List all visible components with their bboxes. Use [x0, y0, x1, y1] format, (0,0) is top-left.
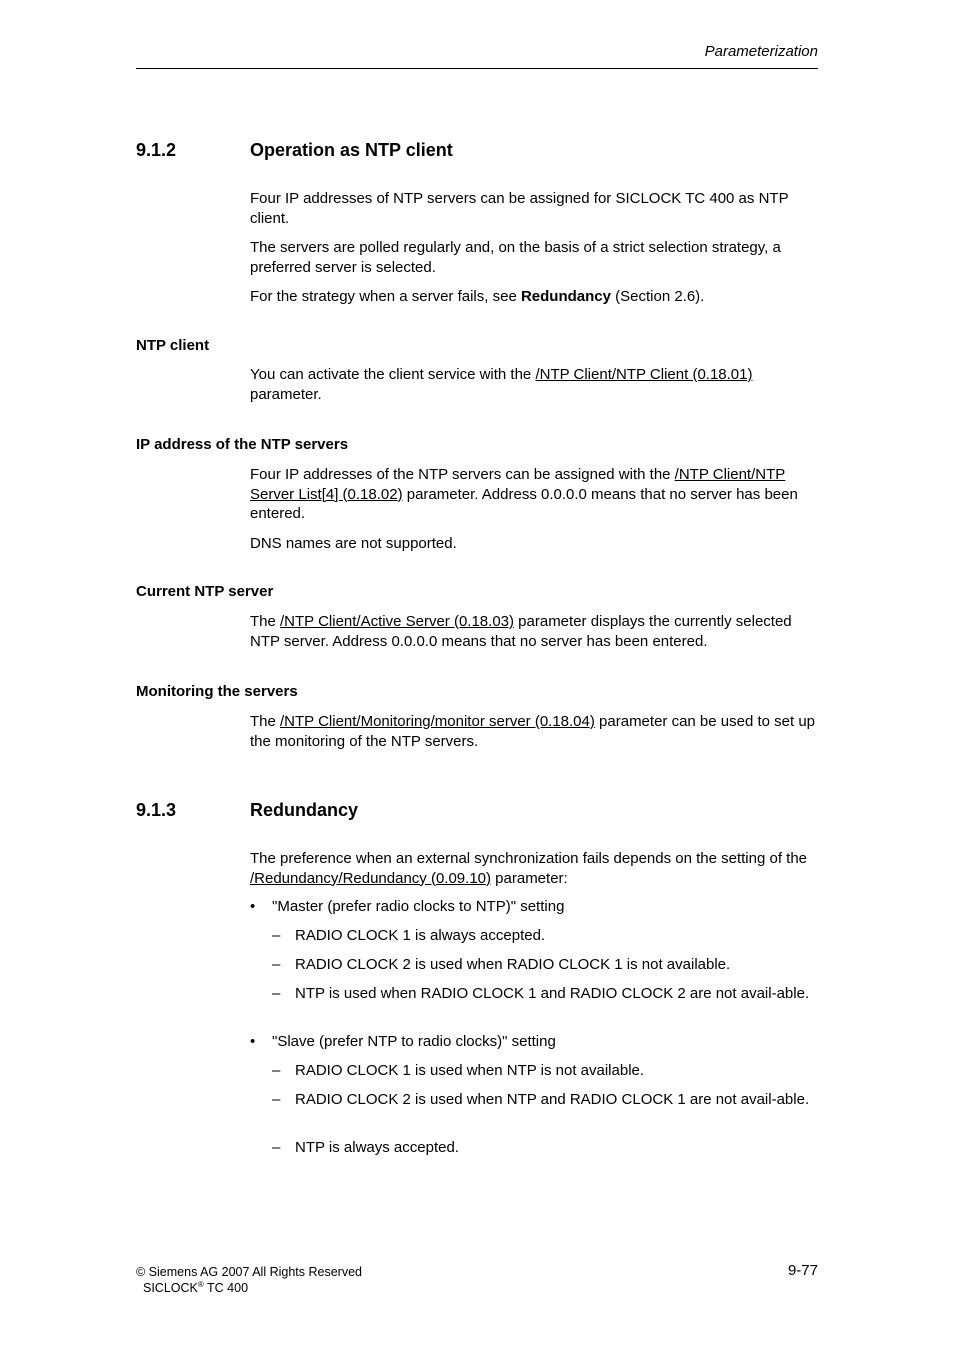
- paragraph: For the strategy when a server fails, see Redundancy (Section 2.6).: [250, 288, 705, 305]
- running-header: Parameterization: [704, 43, 818, 60]
- dash-item-text: RADIO CLOCK 1 is used when NTP is not available.: [295, 1062, 645, 1079]
- dash-item-text: NTP is used when RADIO CLOCK 1 and RADIO CLOCK 2 are not avail-able.: [295, 985, 810, 1002]
- ntp-client-text: [250, 365, 820, 414]
- parameter-link[interactable]: /NTP Client/Monitoring/monitor server (0.18.04): [280, 713, 595, 730]
- dash-item-text: NTP is always accepted.: [295, 1139, 459, 1156]
- subheading-current-server: Current NTP server: [136, 583, 274, 600]
- monitoring-text: [250, 712, 820, 761]
- paragraph: The preference when an external synchronization fails depends on the setting of the /Redundancy/Redundancy (0.09.10) parameter:: [250, 850, 808, 887]
- parameter-link[interactable]: /NTP Client/NTP Server List[4] (0.18.02): [250, 466, 786, 503]
- parameter-link[interactable]: /Redundancy/Redundancy (0.09.10): [250, 869, 491, 887]
- paragraph: The /NTP Client/Active Server (0.18.03) parameter displays the currently selected NTP server. Address 0.0.0.0 means that no server has been entered.: [250, 613, 792, 650]
- redundancy-intro: [250, 849, 820, 898]
- section-intro: [250, 189, 820, 317]
- dash-icon: –: [272, 985, 281, 1002]
- bullet-icon: •: [250, 1033, 256, 1050]
- dash-item-text: RADIO CLOCK 1 is always accepted.: [295, 927, 546, 944]
- subheading-ip-address: IP address of the NTP servers: [136, 436, 349, 453]
- page-number: 9-77: [787, 1262, 818, 1279]
- bullet-label: "Slave (prefer NTP to radio clocks)" setting: [272, 1033, 556, 1050]
- dash-icon: –: [272, 927, 281, 944]
- dash-icon: –: [272, 1139, 281, 1156]
- section-number: 9.1.3: [136, 800, 177, 820]
- product-name: SICLOCK® TC 400: [143, 1279, 249, 1295]
- section-title: Redundancy: [250, 800, 359, 820]
- registered-mark: ®: [197, 1279, 204, 1289]
- paragraph: Four IP addresses of NTP servers can be assigned for SICLOCK TC 400 as NTP client.: [250, 190, 789, 227]
- parameter-link[interactable]: /NTP Client/NTP Client (0.18.01): [535, 366, 753, 383]
- copyright-text: © Siemens AG 2007 All Rights Reserved: [136, 1265, 362, 1279]
- footer-copyright-block: [136, 1264, 362, 1296]
- ip-address-text: [250, 465, 820, 563]
- header-rule: [136, 68, 818, 69]
- paragraph: The servers are polled regularly and, on the basis of a strict selection strategy, a preferred server is selected.: [250, 239, 781, 276]
- paragraph: You can activate the client service with the /NTP Client/NTP Client (0.18.01) parameter.: [250, 366, 753, 403]
- subheading-ntp-client: NTP client: [136, 337, 210, 354]
- dash-icon: –: [272, 956, 281, 973]
- dash-icon: –: [272, 1062, 281, 1079]
- current-server-text: [250, 612, 820, 661]
- dash-icon: –: [272, 1091, 281, 1108]
- section-number: 9.1.2: [136, 140, 177, 160]
- bullet-label: "Master (prefer radio clocks to NTP)" setting: [272, 898, 565, 915]
- bold-term: Redundancy: [520, 288, 611, 305]
- paragraph: Four IP addresses of the NTP servers can be assigned with the /NTP Client/NTP Server List[4] (0.18.02) parameter. Address 0.0.0.0 means that no server has been entered.: [250, 466, 798, 522]
- section-title: Operation as NTP client: [250, 140, 453, 160]
- subheading-monitoring: Monitoring the servers: [136, 683, 298, 700]
- dash-item-text: RADIO CLOCK 2 is used when NTP and RADIO CLOCK 1 are not avail-able.: [295, 1091, 810, 1108]
- paragraph: DNS names are not supported.: [250, 534, 457, 552]
- paragraph: The /NTP Client/Monitoring/monitor server (0.18.04) parameter can be used to set up the monitoring of the NTP servers.: [250, 713, 816, 750]
- parameter-link[interactable]: /NTP Client/Active Server (0.18.03): [280, 613, 514, 630]
- bullet-icon: •: [250, 898, 256, 915]
- dash-item-text: RADIO CLOCK 2 is used when RADIO CLOCK 1 is not available.: [295, 956, 731, 973]
